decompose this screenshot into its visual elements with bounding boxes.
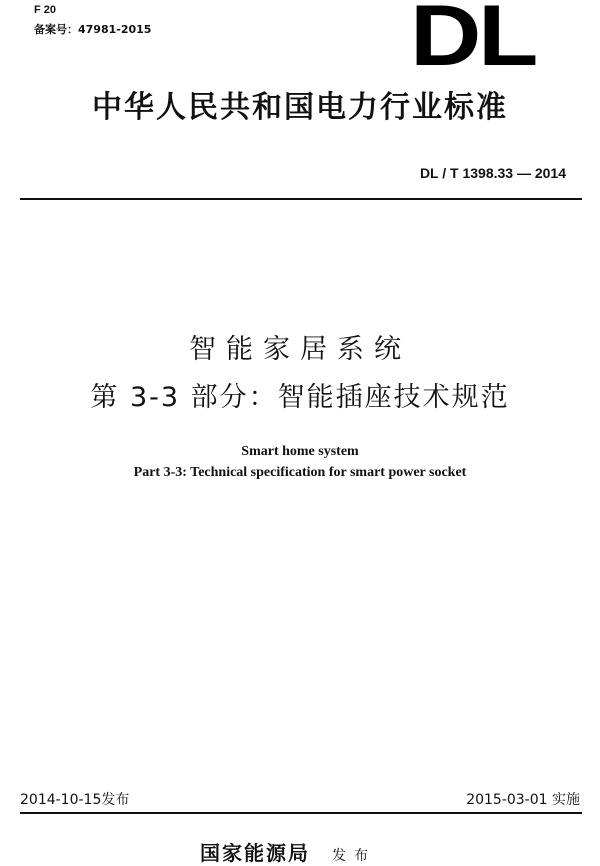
issue-date: 2014-10-15发布: [20, 792, 130, 808]
bottom-divider: [20, 812, 582, 814]
issuer-suffix: 发布: [332, 848, 376, 864]
standard-number: DL / T 1398.33 — 2014: [419, 165, 566, 181]
title-en-line1: Smart home system: [241, 444, 359, 459]
issuer-name: 国家能源局: [200, 841, 310, 865]
issuing-authority: [200, 837, 376, 866]
title-en-line2: Part 3-3: Technical specification for smart power socket: [133, 465, 467, 480]
title-cn-line2: 第 3-3 部分：智能插座技术规范: [90, 382, 510, 413]
dl-logo: DL: [410, 4, 535, 68]
top-divider: [20, 198, 582, 200]
classification-code: F 20: [34, 4, 57, 16]
title-cn-line1: 智能家居系统: [189, 334, 411, 365]
record-number: 备案号：47981-2015: [34, 23, 152, 36]
implementation-date: 2015-03-01 实施: [466, 792, 580, 808]
standard-category-title: 中华人民共和国电力行业标准: [92, 90, 508, 125]
